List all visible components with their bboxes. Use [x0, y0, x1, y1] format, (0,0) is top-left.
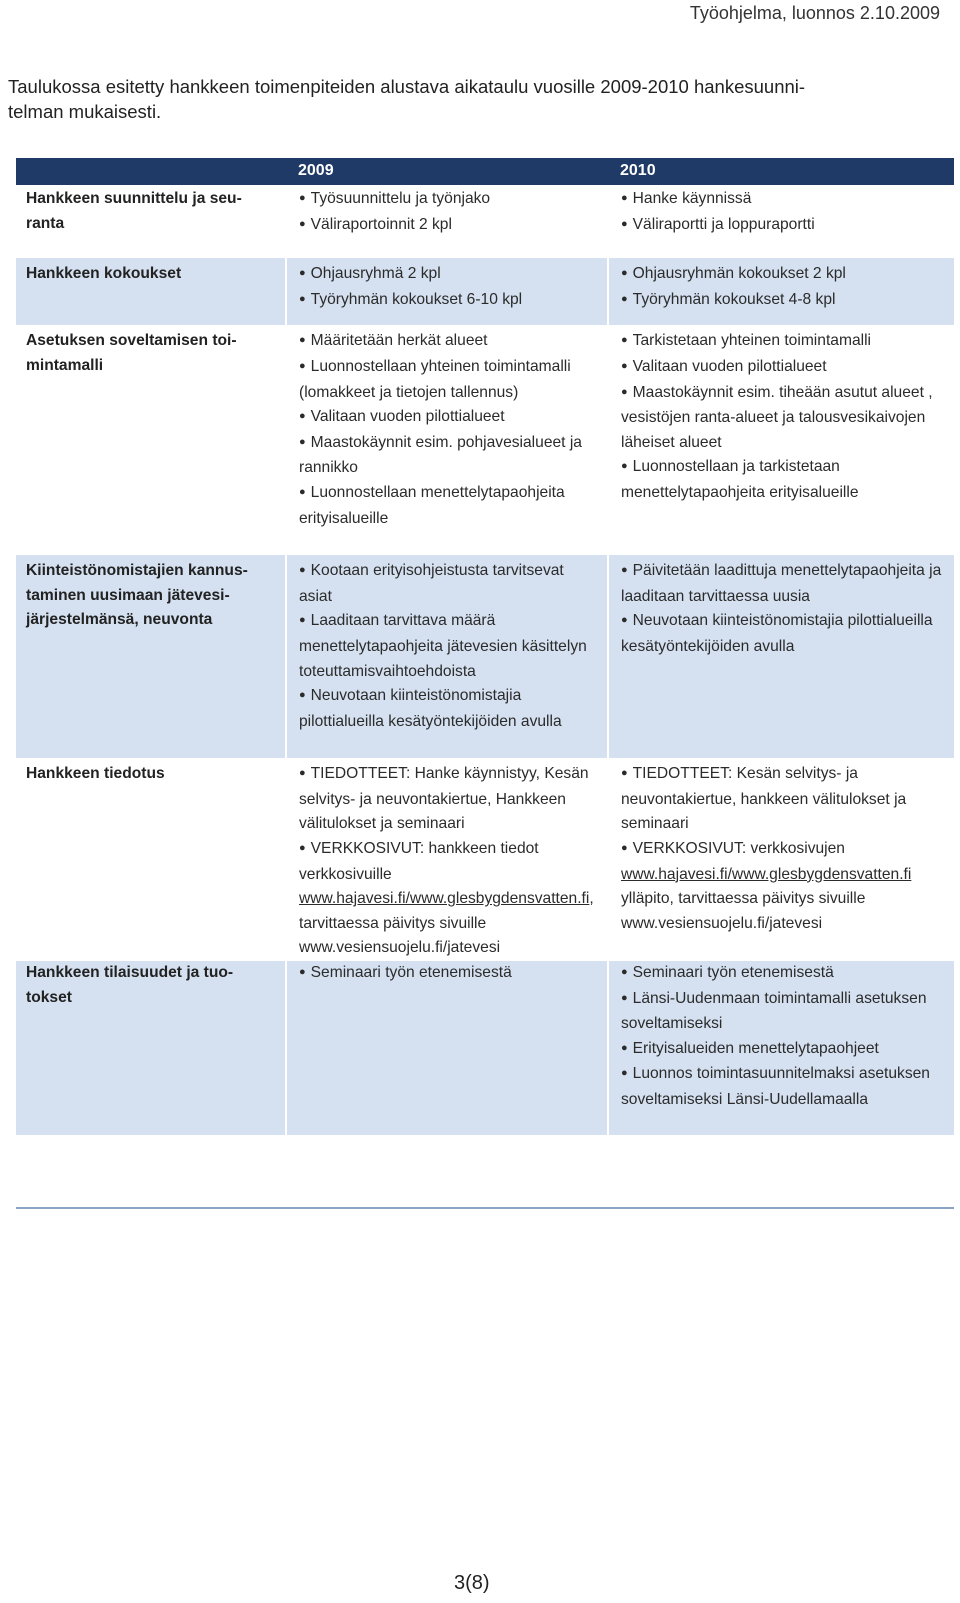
- bullet-icon: ●: [621, 359, 628, 372]
- document-header-title: Työohjelma, luonnos 2.10.2009: [689, 3, 940, 23]
- bullet-icon: ●: [621, 385, 628, 398]
- cell-2009: [286, 258, 608, 325]
- list-item: ● Luonnostellaan ja tarkistetaan menettelytapaohjeita erityisalueille: [621, 458, 859, 501]
- row-label-line: taminen uusimaan jätevesi-: [26, 586, 230, 604]
- cell-2010: [608, 961, 954, 1135]
- cell-2009: [286, 758, 608, 961]
- bullet-icon: ●: [621, 767, 628, 780]
- list-item: ● Valitaan vuoden pilottialueet: [621, 357, 827, 375]
- cell-2009: [286, 961, 608, 1135]
- table-row: [16, 185, 954, 258]
- list-item: ● Länsi-Uudenmaan toimintamalli asetuksen soveltamiseksi: [621, 989, 927, 1033]
- row-label: Hankkeen tiedotus: [16, 758, 286, 961]
- bullet-icon: ●: [299, 966, 306, 979]
- table-row: [16, 325, 954, 555]
- bullet-icon: ●: [621, 192, 628, 204]
- bullet-icon: ●: [299, 767, 306, 780]
- intro-paragraph: [8, 74, 943, 124]
- bullet-icon: ●: [299, 292, 306, 305]
- bullet-icon: ●: [299, 334, 306, 347]
- row-label-line: Hankkeen suunnittelu ja seu-: [26, 190, 242, 207]
- list-item: ● Erityisalueiden menettelytapaohjeet: [621, 1039, 879, 1057]
- list-item: ● Työsuunnittelu ja työnjako: [299, 190, 491, 207]
- row-label: Hankkeen kokoukset: [16, 258, 286, 325]
- table-row: [16, 961, 954, 1135]
- cell-2010: [608, 258, 954, 325]
- schedule-table: [16, 158, 954, 1135]
- bullet-icon: ●: [621, 842, 628, 855]
- list-item: ● Maastokäynnit esim. pohjavesialueet ja rannikko: [299, 433, 582, 477]
- website-link[interactable]: www.hajavesi.fi/www.glesbygdensvatten.fi: [621, 865, 912, 883]
- row-label-line: järjestelmänsä, neuvonta: [26, 611, 213, 629]
- bullet-icon: ●: [621, 991, 628, 1004]
- row-label-line: Hankkeen tilaisuudet ja tuo-: [26, 964, 234, 982]
- list-item: ● Väliraportoinnit 2 kpl: [299, 215, 452, 233]
- bullet-icon: ●: [299, 842, 306, 855]
- header-corner-cell: [16, 158, 286, 185]
- bullet-icon: ●: [299, 359, 306, 372]
- table-row: [16, 758, 954, 961]
- list-item: ● Valitaan vuoden pilottialueet: [299, 408, 505, 426]
- bullet-icon: ●: [299, 485, 306, 498]
- intro-line: telman mukaisesti.: [8, 101, 162, 122]
- row-label-line: mintamalli: [26, 356, 104, 374]
- list-item: ● Kootaan erityisohjeistusta tarvitsevat asiat: [299, 562, 564, 605]
- list-item: ● Seminaari työn etenemisestä: [299, 964, 512, 982]
- page-number: 3(8): [454, 1572, 490, 1594]
- bullet-icon: ●: [299, 267, 306, 280]
- table-row: [16, 258, 954, 325]
- bullet-icon: ●: [621, 966, 628, 979]
- cell-2010: [608, 325, 954, 555]
- bullet-icon: ●: [621, 1067, 628, 1080]
- list-item: ● Määritetään herkät alueet: [299, 332, 488, 350]
- list-item: ● Luonnostellaan yhteinen toimintamalli (lomakkeet ja tietojen tallennus): [299, 357, 571, 401]
- list-item: ● Luonnostellaan menettelytapaohjeita erityisalueille: [299, 483, 565, 527]
- bullet-icon: ●: [621, 334, 628, 347]
- cell-2009: [286, 555, 608, 758]
- cell-2009: [286, 325, 608, 555]
- cell-2010: [608, 758, 954, 961]
- bullet-icon: ●: [299, 435, 306, 448]
- list-item: ● Ohjausryhmän kokoukset 2 kpl: [621, 265, 846, 283]
- intro-line: Taulukossa esitetty hankkeen toimenpiteiden alustava aikataulu vuosille 2009-2010 hankesuunni-: [8, 76, 806, 97]
- row-label: [16, 961, 286, 1135]
- list-item: ● Maastokäynnit esim. tiheään asutut alueet , vesistöjen ranta-alueet ja talousvesikaivojen läheiset alueet: [621, 383, 933, 451]
- list-item: ● VERKKOSIVUT: hankkeen tiedot verkkosivuille www.hajavesi.fi/www.glesbygdensvatten.fi, tarvittaessa päivitys sivuille www.vesiensuojelu.fi/jatevesi: [299, 840, 594, 957]
- list-item: ● Neuvotaan kiinteistönomistajia pilottialueilla kesätyöntekijöiden avulla: [299, 687, 562, 730]
- bullet-icon: ●: [621, 564, 628, 577]
- list-item: ● Työryhmän kokoukset 6-10 kpl: [299, 290, 523, 308]
- list-item: ● TIEDOTTEET: Kesän selvitys- ja neuvontakiertue, hankkeen välitulokset ja seminaari: [621, 765, 907, 833]
- row-label: [16, 325, 286, 555]
- list-item: ● Väliraportti ja loppuraportti: [621, 215, 815, 233]
- list-item: ● Seminaari työn etenemisestä: [621, 964, 834, 982]
- list-item: ● Ohjausryhmä 2 kpl: [299, 265, 441, 283]
- bullet-icon: ●: [621, 614, 628, 627]
- table-header-row: [16, 158, 954, 185]
- cell-2009: [286, 185, 608, 258]
- table-row: [16, 555, 954, 758]
- list-item: ● Neuvotaan kiinteistönomistajia pilottialueilla kesätyöntekijöiden avulla: [621, 612, 933, 655]
- bullet-icon: ●: [621, 1041, 628, 1054]
- list-item: ● Tarkistetaan yhteinen toimintamalli: [621, 332, 872, 350]
- row-label: [16, 185, 286, 258]
- bullet-icon: ●: [299, 217, 306, 230]
- bullet-icon: ●: [299, 689, 306, 702]
- list-item: ● VERKKOSIVUT: verkkosivujen www.hajavesi.fi/www.glesbygdensvatten.fi ylläpito, tarvittaessa päivitys sivuille www.vesiensuojelu.fi/jatevesi: [621, 840, 912, 932]
- cell-2010: [608, 555, 954, 758]
- bullet-icon: ●: [621, 217, 628, 230]
- bullet-icon: ●: [299, 564, 306, 577]
- row-label: [16, 555, 286, 758]
- list-item: ● Työryhmän kokoukset 4-8 kpl: [621, 290, 836, 308]
- list-item: ● TIEDOTTEET: Hanke käynnistyy, Kesän selvitys- ja neuvontakiertue, Hankkeen välitulokset ja seminaari: [299, 765, 589, 833]
- year-2010-header: 2010: [608, 158, 954, 185]
- year-2009-header: 2009: [286, 158, 608, 185]
- list-item: ● Hanke käynnissä: [621, 190, 752, 207]
- list-item: ● Laaditaan tarvittava määrä menettelytapaohjeita jätevesien käsittelyn toteuttamisvaihtoehdoista: [299, 612, 587, 680]
- row-label-line: Kiinteistönomistajien kannus-: [26, 562, 248, 580]
- bullet-icon: ●: [621, 460, 628, 473]
- list-item: ● Päivitetään laadittuja menettelytapaohjeita ja laaditaan tarvittaessa uusia: [621, 562, 942, 605]
- row-label-line: ranta: [26, 214, 65, 232]
- cell-2010: [608, 185, 954, 258]
- row-label-line: tokset: [26, 988, 72, 1006]
- bullet-icon: ●: [299, 192, 306, 204]
- bullet-icon: ●: [621, 292, 628, 305]
- table-bottom-rule: [16, 1207, 954, 1209]
- row-label-line: Asetuksen soveltamisen toi-: [26, 332, 237, 350]
- list-item: ● Luonnos toimintasuunnitelmaksi asetuksen soveltamiseksi Länsi-Uudellamaalla: [621, 1065, 930, 1108]
- bullet-icon: ●: [621, 267, 628, 280]
- bullet-icon: ●: [299, 410, 306, 423]
- bullet-icon: ●: [299, 614, 306, 627]
- website-link[interactable]: www.hajavesi.fi/www.glesbygdensvatten.fi: [299, 890, 590, 908]
